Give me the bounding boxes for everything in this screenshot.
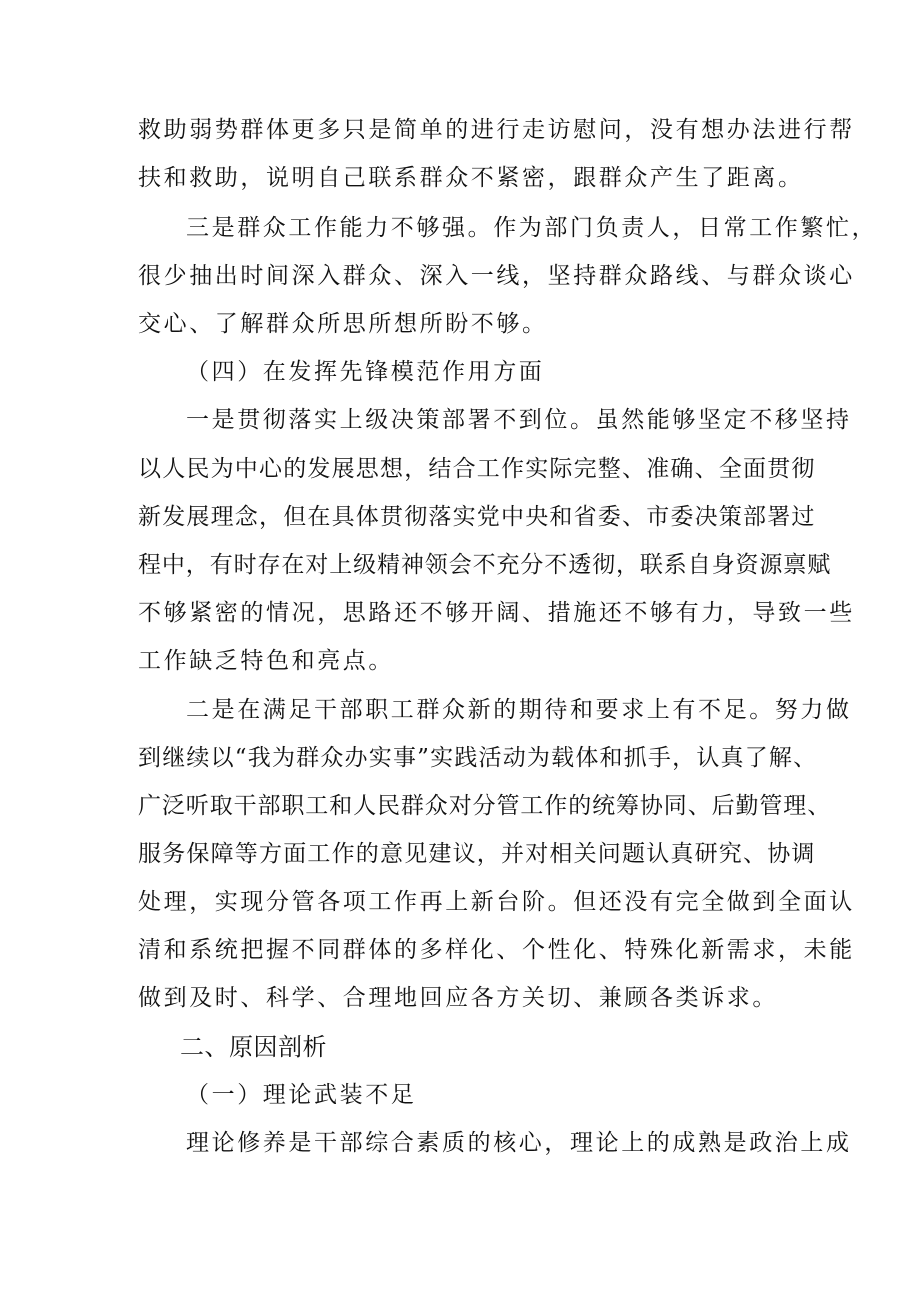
- paragraph-line: 扶和救助，说明自己联系群众不紧密，跟群众产生了距离。: [138, 165, 804, 191]
- paragraph-line: 很少抽出时间深入群众、深入一线，坚持群众路线、与群众谈心: [138, 263, 855, 289]
- paragraph-line: 处理，实现分管各项工作再上新台阶。但还没有完全做到全面认: [138, 889, 855, 915]
- paragraph-line: 一是贯彻落实上级决策部署不到位。虽然能够坚定不移坚持: [186, 407, 852, 433]
- paragraph-line: 不够紧密的情况，思路还不够开阔、措施还不够有力，导致一些: [138, 600, 855, 626]
- paragraph-line: 做到及时、科学、合理地回应各方关切、兼顾各类诉求。: [138, 985, 778, 1011]
- paragraph-line: 理论修养是干部综合素质的核心，理论上的成熟是政治上成: [186, 1130, 852, 1156]
- paragraph-line: 交心、了解群众所思所想所盼不够。: [138, 311, 548, 337]
- paragraph-line: 程中，有时存在对上级精神领会不充分不透彻，联系自身资源禀赋: [138, 552, 832, 578]
- paragraph-line: 二是在满足干部职工群众新的期待和要求上有不足。努力做: [186, 697, 852, 723]
- paragraph-line: 三是群众工作能力不够强。作为部门负责人，日常工作繁忙，: [186, 215, 878, 241]
- section-subheading: （四）在发挥先锋模范作用方面: [186, 359, 545, 385]
- paragraph-line: 清和系统把握不同群体的多样化、个性化、特殊化新需求，未能: [138, 937, 855, 963]
- paragraph-line: 广泛听取干部职工和人民群众对分管工作的统筹协同、后勤管理、: [138, 793, 832, 819]
- paragraph-line: 服务保障等方面工作的意见建议，并对相关问题认真研究、协调: [138, 841, 816, 867]
- section-heading: 二、原因剖析: [180, 1033, 327, 1061]
- paragraph-line: 以人民为中心的发展思想，结合工作实际完整、准确、全面贯彻: [138, 456, 816, 482]
- paragraph-line: 新发展理念，但在具体贯彻落实党中央和省委、市委决策部署过: [138, 504, 816, 530]
- paragraph-line: 到继续以“我为群众办实事”实践活动为载体和抓手，认真了解、: [138, 745, 818, 771]
- paragraph-line: 工作缺乏特色和亮点。: [138, 648, 394, 674]
- section-subheading: （一）理论武装不足: [186, 1082, 417, 1108]
- paragraph-line: 救助弱势群体更多只是简单的进行走访慰问，没有想办法进行帮: [138, 117, 855, 143]
